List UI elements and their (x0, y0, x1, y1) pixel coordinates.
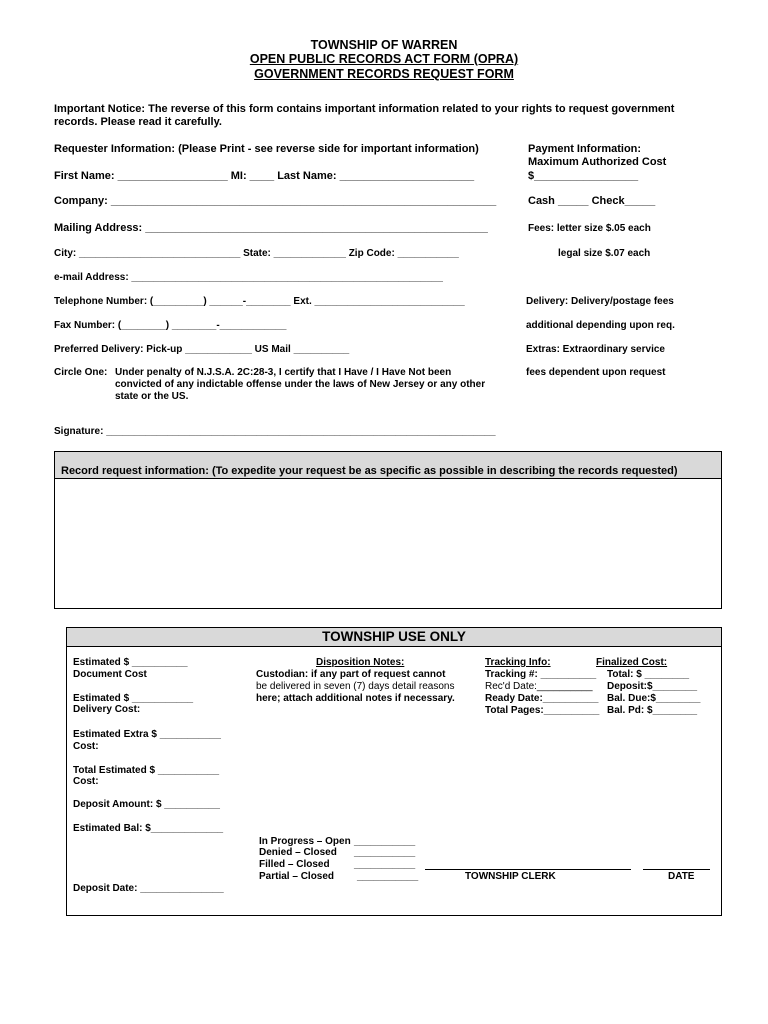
max-cost-label: Maximum Authorized Cost (528, 156, 667, 168)
company-field[interactable]: Company: _______________________________________________________________ (54, 195, 497, 207)
telephone-field[interactable]: Telephone Number: (_________) ______-________ Ext. ___________________________ (54, 296, 465, 307)
certification-line-3: state or the US. (115, 391, 189, 402)
certification-line-2: convicted of any indictable offense under the laws of New Jersey or any other (115, 379, 486, 390)
record-request-box (54, 451, 722, 609)
header-form-title: GOVERNMENT RECORDS REQUEST FORM (254, 67, 514, 81)
signature-field[interactable]: Signature: ______________________________________________________________________ (54, 426, 496, 437)
name-field[interactable]: First Name: __________________ MI: ____ Last Name: ______________________ (54, 170, 475, 182)
township-use-title: TOWNSHIP USE ONLY (322, 629, 466, 644)
estimated-balance-field[interactable]: Estimated Bal: $_____________ (73, 823, 224, 834)
est-extra-cost-field[interactable]: Estimated Extra $ ___________ (73, 729, 221, 740)
email-field[interactable]: e-mail Address: ________________________________________________________ (54, 272, 443, 283)
received-date-field[interactable]: Rec'd Date:__________ (485, 681, 593, 692)
status-filled-label: Filled – Closed (259, 859, 330, 870)
header-title: TOWNSHIP OF WARREN (310, 38, 458, 52)
clerk-signature-line[interactable] (425, 869, 631, 870)
fees-legal: legal size $.07 each (558, 248, 651, 259)
header-subtitle (0, 52, 768, 66)
disposition-line-3: here; attach additional notes if necessary. (256, 693, 455, 704)
finalized-total-field[interactable]: Total: $ ________ (607, 669, 690, 680)
record-request-header (55, 452, 721, 479)
requester-heading: Requester Information: (Please Print - see reverse side for important information) (54, 143, 479, 155)
record-request-area[interactable] (55, 479, 721, 608)
status-denied-label: Denied – Closed (259, 847, 337, 858)
est-delivery-cost-label: Delivery Cost: (73, 704, 141, 715)
date-label: DATE (668, 871, 695, 882)
disposition-line-1: Custodian: if any part of request cannot (256, 669, 446, 680)
township-use-header (67, 628, 721, 647)
finalized-heading: Finalized Cost: (596, 657, 668, 668)
total-pages-field[interactable]: Total Pages:__________ (485, 705, 600, 716)
delivery-fees-1: Delivery: Delivery/postage fees (526, 296, 674, 307)
city-state-zip-field[interactable]: City: _____________________________ State: _____________ Zip Code: ___________ (54, 248, 459, 259)
status-in-progress-blank[interactable]: ___________ (354, 836, 416, 847)
est-doc-cost-label: Document Cost (73, 669, 147, 680)
deposit-amount-field[interactable]: Deposit Amount: $ __________ (73, 799, 220, 810)
max-cost-field[interactable]: $_________________ (528, 170, 639, 182)
tracking-heading: Tracking Info: (485, 657, 551, 668)
fees-letter: Fees: letter size $.05 each (528, 223, 651, 234)
mailing-address-field[interactable]: Mailing Address: ________________________________________________________ (54, 222, 488, 234)
preferred-delivery-field[interactable]: Preferred Delivery: Pick-up ____________ US Mail __________ (54, 344, 350, 355)
tracking-number-field[interactable]: Tracking #: __________ (485, 669, 597, 680)
header-opra: OPEN PUBLIC RECORDS ACT FORM (OPRA) (249, 52, 519, 66)
est-extra-cost-label: Cost: (73, 741, 99, 752)
extras-2: fees dependent upon request (526, 367, 666, 378)
payment-heading: Payment Information: (528, 143, 642, 155)
total-est-cost-label: Cost: (73, 776, 99, 787)
record-request-heading: Record request information: (To expedite your request be as specific as possible in describing the records requested) (61, 465, 678, 477)
ready-date-field[interactable]: Ready Date:__________ (485, 693, 599, 704)
header-form-name (0, 67, 768, 81)
township-clerk-label: TOWNSHIP CLERK (465, 871, 556, 882)
finalized-deposit-field[interactable]: Deposit:$________ (607, 681, 698, 692)
finalized-balance-paid-field[interactable]: Bal. Pd: $________ (607, 705, 698, 716)
disposition-heading: Disposition Notes: (316, 657, 405, 668)
extras-1: Extras: Extraordinary service (526, 344, 665, 355)
est-delivery-cost-field[interactable]: Estimated $ ___________ (73, 693, 194, 704)
status-denied-blank[interactable]: ___________ (354, 847, 416, 858)
finalized-balance-due-field[interactable]: Bal. Due:$________ (607, 693, 701, 704)
fax-field[interactable]: Fax Number: (________) ________-____________ (54, 320, 287, 331)
status-partial-label: Partial – Closed (259, 871, 335, 882)
est-doc-cost-field[interactable]: Estimated $ __________ (73, 657, 188, 668)
cash-check-field[interactable]: Cash _____ Check_____ (528, 195, 656, 207)
notice-line-1: Important Notice: The reverse of this form contains important information related to your rights to request government (54, 103, 675, 115)
status-partial-blank[interactable]: ___________ (357, 871, 419, 882)
certification-line-1[interactable]: Under penalty of N.J.S.A. 2C:28-3, I certify that I Have / I Have Not been (115, 367, 452, 378)
disposition-line-2: be delivered in seven (7) days detail reasons (256, 681, 455, 692)
date-signature-line[interactable] (643, 869, 710, 870)
status-in-progress-label: In Progress – Open (259, 836, 351, 847)
notice-line-2: records. Please read it carefully. (54, 116, 222, 128)
delivery-fees-2: additional depending upon req. (526, 320, 675, 331)
circle-one-label: Circle One: (54, 367, 108, 378)
total-est-cost-field[interactable]: Total Estimated $ ___________ (73, 765, 220, 776)
status-filled-blank[interactable]: ___________ (354, 859, 416, 870)
deposit-date-field[interactable]: Deposit Date: _______________ (73, 883, 224, 894)
